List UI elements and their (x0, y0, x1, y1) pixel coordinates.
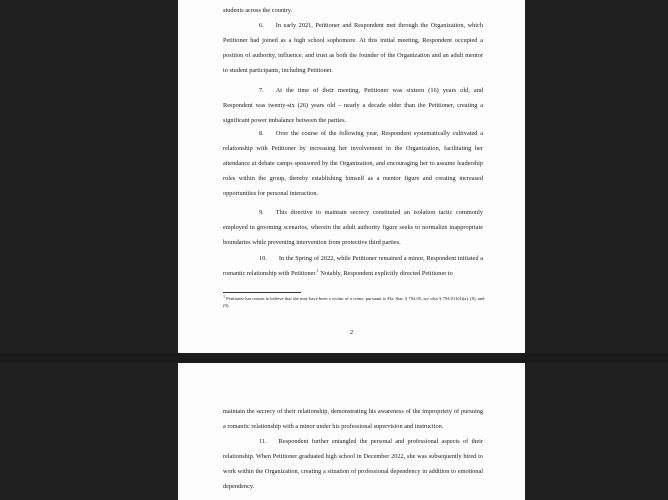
footnote-signal: see also (423, 296, 439, 301)
paragraph-text: In early 2021, Petitioner and Respondent met through the Organization, which Petitioner had joined as a high school sophomore. At this initial meeting, Respondent occupied a position of authority, influence, and trust as both the founder of the Organization and an adult mentor to student participants, including Petitioner. (223, 22, 483, 74)
footnote-reference[interactable]: 1 (316, 267, 319, 273)
paragraph-continuation (223, 404, 483, 434)
paragraph-number: 7. (259, 87, 264, 94)
paragraph-text: In the Spring of 2022, while Petitioner remained a minor, Respondent initiated a romantic relationship with Petitioner. (223, 255, 483, 277)
paragraph-9 (223, 205, 483, 250)
paragraph-continuation (223, 3, 483, 18)
paragraph-number: 8. (259, 130, 264, 137)
document-page-3 (178, 363, 525, 500)
paragraph-8 (223, 126, 483, 201)
footnote-text: Petitioner has reason to believe that she may have been a victim of a crime, pursuant to Fla. Stat. § 794.05, (225, 296, 424, 301)
page-gap (0, 353, 668, 363)
paragraph-6 (223, 18, 483, 78)
paragraph-10 (223, 251, 483, 281)
paragraph-number: 6. (259, 22, 264, 29)
paragraph-text: This directive to maintain secrecy constituted an isolation tactic commonly employed in grooming scenarios, wherein the adult authority figure seeks to normalize inappropriate boundaries while preventing intervention from protective third parties. (223, 209, 483, 246)
footnote-mark: 1 (223, 293, 225, 299)
footnote-divider (223, 292, 301, 293)
paragraph-number: 11. (259, 438, 267, 445)
paragraph-text: Over the course of the following year, Respondent systematically cultivated a relationship with Petitioner by increasing her involvement in the Organization, facilitating her attendance at debate camps sponsored by the Organization, and encouraging her to assume leadership roles within the group, thereby establishing himself as a mentor figure and creating increased opportunities for personal interaction. (223, 130, 483, 197)
page-number: 2 (349, 329, 354, 336)
paragraph-number: 9. (259, 209, 264, 216)
paragraph-number: 10. (259, 255, 267, 262)
paragraph-text: students across the country. (223, 7, 293, 14)
footnote-text-continued: § 794.011(4)(a), (8), and (9). (223, 296, 485, 308)
paragraph-11 (223, 434, 483, 494)
paragraph-text: maintain the secrecy of their relationship, demonstrating his awareness of the impropriety of pursuing a romantic relationship with a minor under his professional supervision and instruction. (223, 408, 483, 430)
paragraph-text: At the time of their meeting, Petitioner was sixteen (16) years old, and Respondent was twenty-six (26) years old – nearly a decade older than the Petitioner, creating a significant power imbalance between the parties. (223, 87, 483, 124)
paragraph-text-continued: Notably, Respondent explicitly directed Petitioner to (318, 270, 453, 277)
document-page-2 (178, 0, 525, 353)
footnote (223, 295, 488, 309)
paragraph-7 (223, 83, 483, 128)
paragraph-text: Respondent further entangled the personal and professional aspects of their relationship. When Petitioner graduated high school in December 2022, she was subsequently hired to work within the Organization, creating a situation of professional dependency in addition to emotional dependency. (223, 438, 483, 490)
